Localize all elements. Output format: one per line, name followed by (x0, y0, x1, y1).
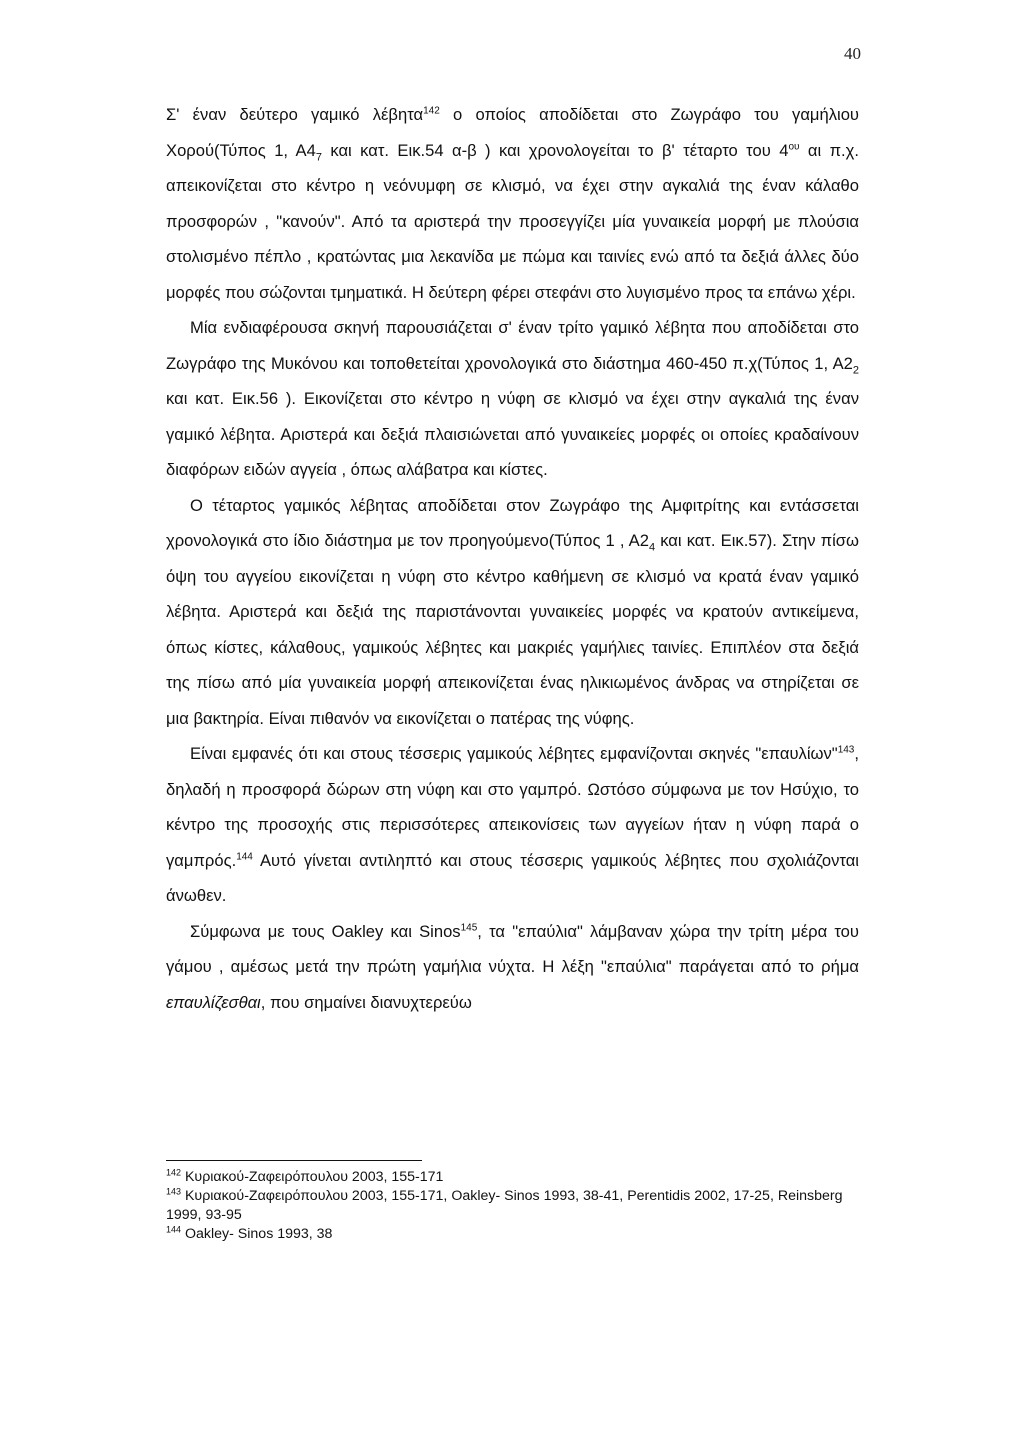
text-run: , τα "επαύλια" λάμβαναν χώρα την τρίτη μέρα του γάμου , αμέσως μετά την πρώτη γαμήλια νύχτα. Η λέξη "επαύλια" παράγεται από το ρήμα (166, 921, 859, 976)
footnote (166, 1187, 859, 1225)
footnote-text: Κυριακού-Ζαφειρόπουλου 2003, 155-171 (181, 1169, 444, 1185)
subscript: 4 (648, 541, 656, 554)
footnote-number: 142 (166, 1167, 182, 1178)
text-run: ο οποίος αποδίδεται στο Ζωγράφο του γαμήλιου Χορού(Τύπος 1, Α4 (166, 105, 859, 160)
text-run: , που σημαίνει διανυχτερεύω (260, 992, 472, 1012)
footnotes (166, 1168, 859, 1244)
subscript: 7 (315, 150, 322, 163)
text-run: Σύμφωνα με τους Oakley και Sinos (190, 921, 461, 941)
text-run: Είναι εμφανές ότι και στους τέσσερις γαμικούς λέβητες εμφανίζονται σκηνές "επαυλίων" (190, 744, 838, 763)
text-run: Μία ενδιαφέρουσα σκηνή παρουσιάζεται σ' έναν τρίτο γαμικό λέβητα που αποδίδεται στο Ζωγράφο της Μυκόνου και τοποθετείται χρονολογικά στο διάστημα 460-450 π.χ(Τύπος 1, Α2 (166, 318, 859, 373)
paragraph (166, 97, 859, 310)
text-run: , δηλαδή η προσφορά δώρων στη νύφη και στο γαμπρό. Ωστόσο σύμφωνα με τον Ησύχιο, το κέντρο της προσοχής στις περισσότερες απεικονίσεις των αγγείων ήταν η νύφη παρά ο γαμπρός. (166, 744, 859, 870)
text-run: και κατ. Εικ.57). Στην πίσω όψη του αγγείου εικονίζεται η νύφη στο κέντρο καθήμενη σε κλισμό να κρατά έναν γαμικό λέβητα. Αριστερά και δεξιά της παριστάνονται γυναικείες μορφές να κρατούν αντικείμενα, όπως κίστες, κάλαθους, γαμικούς λέβητες και μακριές γαμήλιες ταινίες. Επιπλέον στα δεξιά της πίσω από μία γυναικεία μορφή απεικονίζεται ένας ηλικιωμένος άνδρας να στηρίζεται σε μια βακτηρία. Είναι πιθανόν να εικονίζεται ο πατέρας της νύφης. (166, 531, 859, 728)
italic-term: επαυλίζεσθαι (166, 992, 261, 1012)
footnote (166, 1225, 859, 1244)
footnote-ref: 143 (837, 744, 855, 756)
footnote-number: 144 (166, 1224, 182, 1235)
body-text (166, 97, 859, 1020)
footnote-ref: 145 (460, 921, 478, 933)
subscript: 2 (852, 363, 859, 376)
paragraph (166, 488, 859, 737)
paragraph (166, 310, 859, 488)
page-number: 40 (844, 44, 861, 63)
footnote (166, 1168, 859, 1187)
text-run: και κατ. Εικ.56 ). Εικονίζεται στο κέντρο η νύφη σε κλισμό να έχει στην αγκαλιά της έναν γαμικό λέβητα. Αριστερά και δεξιά πλαισιώνεται από γυναικείες μορφές οι οποίες κραδαίνουν διαφόρων ειδών αγγεία , όπως αλάβατρα και κίστες. (166, 389, 859, 479)
text-run: Σ' έναν δεύτερο γαμικό λέβητα (166, 105, 424, 124)
paragraph (166, 736, 859, 914)
footnote-number: 143 (166, 1186, 182, 1197)
footnote-ref: 142 (423, 105, 440, 117)
footnote-text: Κυριακού-Ζαφειρόπουλου 2003, 155-171, Oakley- Sinos 1993, 38-41, Perentidis 2002, 17-25, Reinsberg 1999, 93-95 (166, 1188, 843, 1223)
footnote-ref: ου (788, 140, 800, 152)
text-run: Αυτό γίνεται αντιληπτό και στους τέσσερις γαμικούς λέβητες που σχολιάζονται άνωθεν. (166, 850, 859, 905)
footnote-text: Oakley- Sinos 1993, 38 (181, 1226, 333, 1242)
text-run: και κατ. Εικ.54 α-β ) και χρονολογείται το β' τέταρτο του 4 (321, 140, 789, 160)
footnote-ref: 144 (236, 850, 253, 862)
text-run: Ο τέταρτος γαμικός λέβητας αποδίδεται στον Ζωγράφο της Αμφιτρίτης και εντάσσεται χρονολογικά στο ίδιο διάστημα με τον προηγούμενο(Τύπος 1 , Α2 (166, 495, 859, 550)
footnote-separator (166, 1160, 422, 1161)
text-run: αι π.χ. απεικονίζεται στο κέντρο η νεόνυμφη σε κλισμό, να έχει στην αγκαλιά της έναν κάλαθο προσφορών , "κανούν". Από τα αριστερά την προσεγγίζει μία γυναικεία μορφή με πλούσια στολισμένο πέπλο , κρατώντας μια λεκανίδα με πώμα και ταινίες ενώ από τα δεξιά άλλες δύο μορφές που σώζονται τμηματικά. Η δεύτερη φέρει στεφάνι στο λυγισμένο προς τα επάνω χέρι. (166, 140, 859, 302)
paragraph (166, 914, 859, 1021)
